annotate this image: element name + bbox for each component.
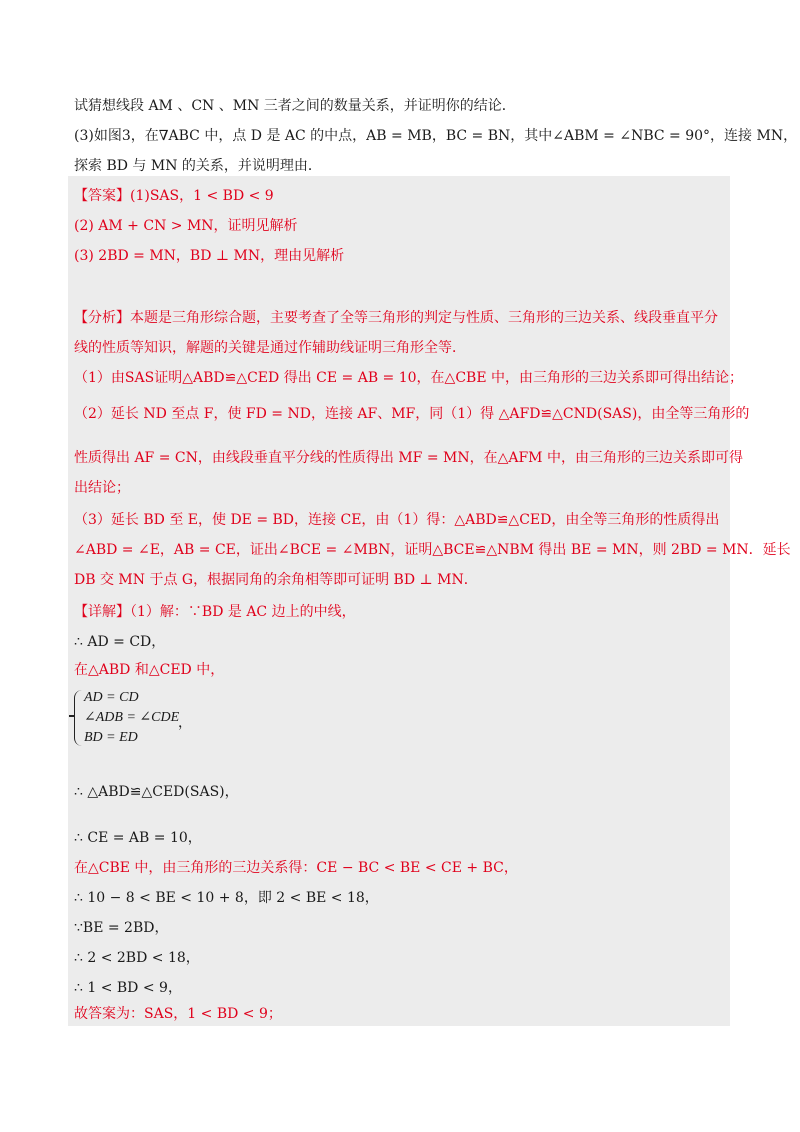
answer-line-2: (2) AM + CN > MN，证明见解析	[74, 218, 298, 234]
condition-comma: ，	[178, 715, 192, 731]
detail-line-8: ∵BE = 2BD，	[74, 920, 169, 936]
analysis-line-8: ∠ABD = ∠E，AB = CE，证出∠BCE = ∠MBN，证明△BCE≌△NBM 得出 BE = MN，则 2BD = MN．延长	[74, 542, 791, 558]
analysis-line-6: 出结论；	[74, 480, 130, 496]
left-brace-tip	[69, 715, 75, 717]
detail-line-3: 在△ABD 和△CED 中，	[74, 662, 225, 678]
question-line-3: 探索 BD 与 MN 的关系，并说明理由．	[74, 158, 322, 174]
question-line-1: 试猜想线段 AM 、CN 、MN 三者之间的数量关系，并证明你的结论．	[74, 98, 516, 114]
condition-1: AD = CD	[84, 690, 139, 705]
detail-line-6: 在△CBE 中，由三角形的三边关系得：CE − BC < BE < CE + BC，	[74, 860, 518, 876]
condition-3: BD = ED	[84, 730, 138, 745]
left-brace	[74, 690, 83, 746]
question-line-2: (3)如图3，在∇ABC 中，点 D 是 AC 的中点，AB = MB，BC = BN，其中∠ABM = ∠NBC = 90°，连接 MN，	[74, 128, 798, 144]
detail-line-10: ∴ 1 < BD < 9，	[74, 980, 182, 996]
analysis-line-7: （3）延长 BD 至 E，使 DE = BD，连接 CE，由（1）得：△ABD≌△CED，由全等三角形的性质得出	[74, 512, 720, 528]
analysis-line-5: 性质得出 AF = CN，由线段垂直平分线的性质得出 MF = MN，在△AFM 中，由三角形的三边关系即可得	[74, 450, 743, 466]
detail-line-5: ∴ CE = AB = 10，	[74, 830, 202, 846]
analysis-line-4: （2）延长 ND 至点 F，使 FD = ND，连接 AF、MF，同（1）得 △AFD≌△CND(SAS)，由全等三角形的	[74, 406, 750, 422]
analysis-line-2: 线的性质等知识，解题的关键是通过作辅助线证明三角形全等．	[74, 340, 466, 356]
answer-line-3: (3) 2BD = MN，BD ⊥ MN，理由见解析	[74, 248, 345, 264]
detail-line-2: ∴ AD = CD，	[74, 634, 166, 650]
detail-line-9: ∴ 2 < 2BD < 18，	[74, 950, 200, 966]
detail-line-1: 【详解】（1）解：∵BD 是 AC 边上的中线，	[74, 604, 356, 620]
detail-line-11: 故答案为：SAS，1 < BD < 9；	[74, 1006, 282, 1022]
condition-2: ∠ADB = ∠CDE	[84, 710, 180, 725]
detail-line-4: ∴ △ABD≌△CED(SAS)，	[74, 784, 239, 800]
analysis-line-9: DB 交 MN 于点 G，根据同角的余角相等即可证明 BD ⊥ MN．	[74, 572, 478, 588]
detail-line-7: ∴ 10 − 8 < BE < 10 + 8，即 2 < BE < 18，	[74, 890, 379, 906]
answer-line-1: 【答案】(1)SAS，1 < BD < 9	[74, 188, 274, 204]
analysis-line-3: （1）由SAS证明△ABD≌△CED 得出 CE = AB = 10，在△CBE 中，由三角形的三边关系即可得出结论；	[74, 370, 743, 386]
analysis-line-1: 【分析】本题是三角形综合题，主要考查了全等三角形的判定与性质、三角形的三边关系、线段垂直平分	[74, 310, 718, 326]
